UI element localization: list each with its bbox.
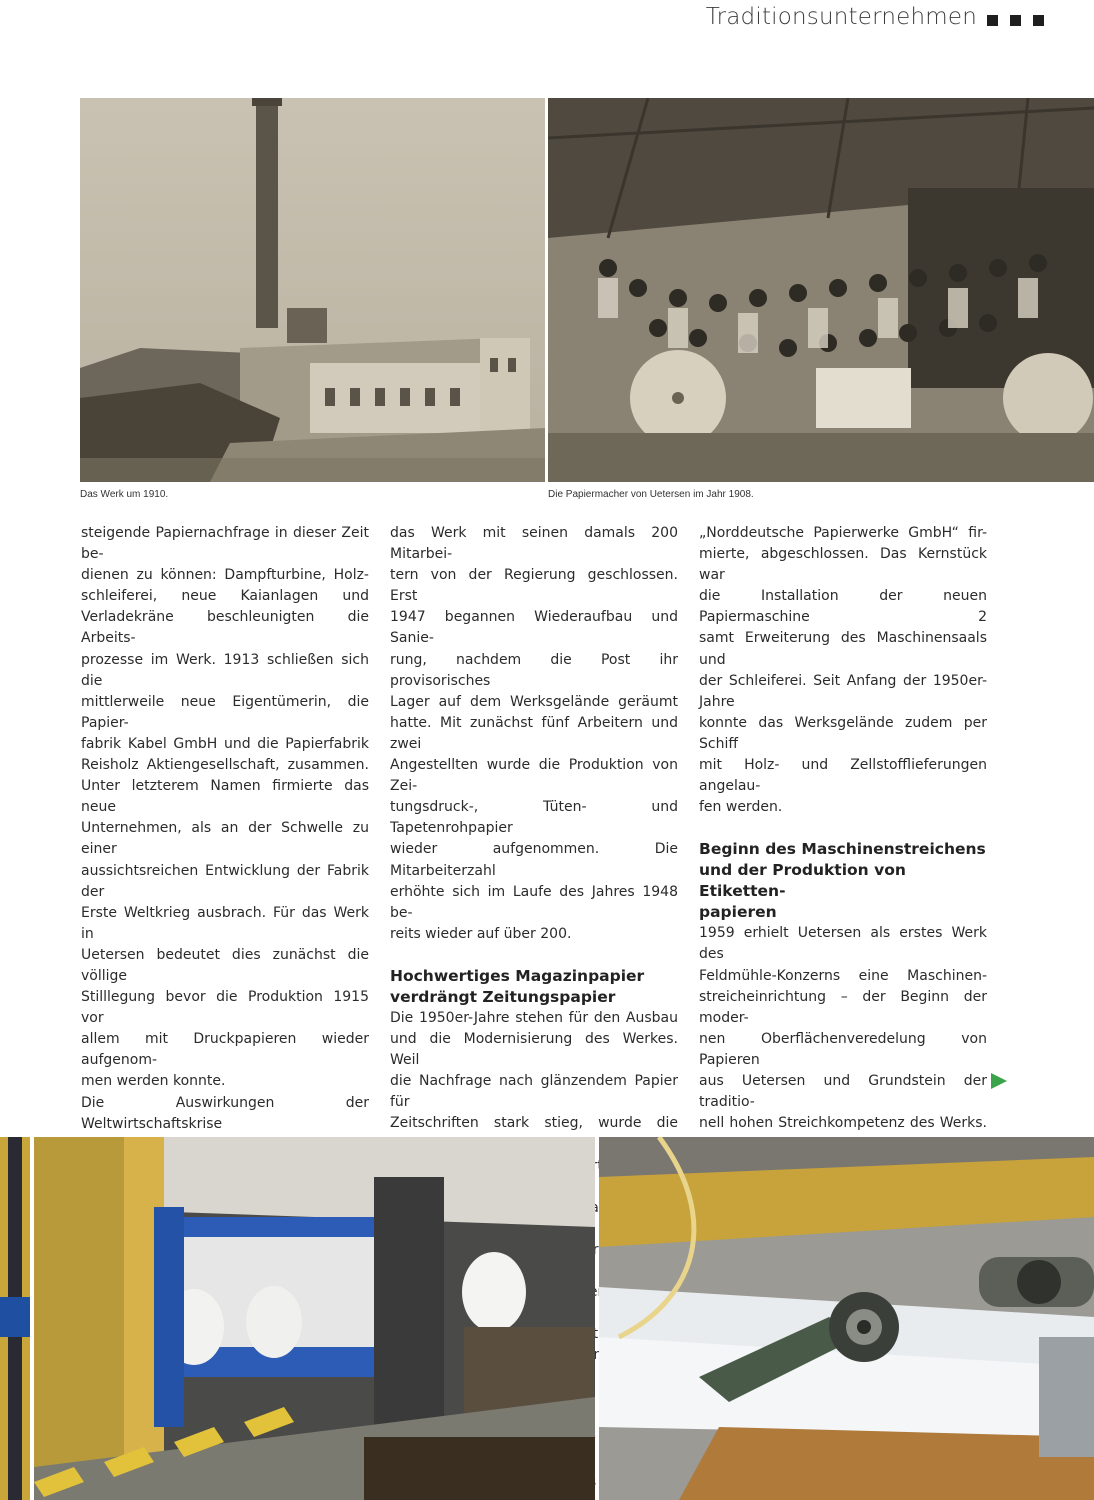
section-heading: verdrängt Zeitungspapier — [390, 987, 616, 1006]
text-line: die Installation der neuen Papiermaschine 2 — [699, 588, 987, 626]
text-line: schleiferei, neue Kaianlagen und — [81, 588, 369, 605]
text-line: Zeitschriften stark stieg, wurde die — [390, 1115, 678, 1132]
text-line: Unternehmen, als an der Schwelle zu einer — [81, 820, 369, 858]
section-heading: papieren — [699, 903, 777, 922]
section-heading: Hochwertiges Magazinpapier — [390, 966, 645, 985]
text-line: Unter letzterem Namen firmierte das neue — [81, 778, 369, 816]
text-line: 1947 begannen Wiederaufbau und Sanie- — [390, 609, 678, 647]
caption-photo-1: Das Werk um 1910. — [80, 489, 169, 500]
text-line: mittlerweile neue Eigentümerin, die Papier- — [81, 693, 369, 731]
photo-paper-machine-hall — [34, 1137, 595, 1500]
text-line: rung, nachdem die Post ihr provisorisches — [390, 651, 678, 689]
text-line: Erste Weltkrieg ausbrach. Für das Werk in — [81, 904, 369, 942]
header-squares — [987, 15, 1044, 26]
text-line: 1959 erhielt Uetersen als erstes Werk des — [699, 925, 987, 963]
section-heading: Beginn des Maschinenstreichens — [699, 840, 986, 859]
text-line: erhöhte sich im Laufe des Jahres 1948 be- — [390, 883, 678, 921]
text-line: konnte das Werksgelände zudem per Schiff — [699, 714, 987, 752]
text-line: nen Oberflächenveredelung von Papieren — [699, 1030, 987, 1068]
photo-edge-machine — [0, 1137, 30, 1500]
text-line: prozesse im Werk. 1913 schließen sich die — [81, 651, 369, 689]
text-line: tungsdruck-, Tüten- und Tapetenrohpapier — [390, 799, 678, 837]
text-line: fabrik Kabel GmbH und die Papierfabrik — [81, 735, 369, 752]
text-line: men werden konnte. — [81, 1073, 226, 1090]
text-line: Uetersen bedeutet dies zunächst die völlige — [81, 946, 369, 984]
arrow-right-icon — [991, 1073, 1007, 1089]
photo-factory-1910 — [80, 98, 545, 482]
text-line: streicheinrichtung – der Beginn der moder- — [699, 988, 987, 1026]
text-line: Die 1950er-Jahre stehen für den Ausbau — [390, 1009, 678, 1026]
text-line: das Werk mit seinen damals 200 Mitarbei- — [390, 525, 678, 563]
text-line: tern von der Regierung geschlossen. Erst — [390, 567, 678, 605]
text-line: Lager auf dem Werksgelände geräumt — [390, 693, 678, 710]
square-icon — [1033, 15, 1044, 26]
caption-photo-2: Die Papiermacher von Uetersen im Jahr 1908. — [548, 489, 754, 500]
square-icon — [1010, 15, 1021, 26]
photo-papermakers-1908 — [548, 98, 1094, 482]
text-line: fen werden. — [699, 799, 783, 816]
text-line: nell hohen Streichkompetenz des Werks. — [699, 1115, 987, 1132]
text-line: aussichtsreichen Entwicklung der Fabrik der — [81, 862, 369, 900]
text-line: dienen zu können: Dampfturbine, Holz- — [81, 567, 369, 584]
text-line: „Norddeutsche Papierwerke GmbH“ fir- — [699, 525, 987, 541]
text-line: Feldmühle-Konzerns eine Maschinen- — [699, 967, 987, 984]
text-line: Die Auswirkungen der Weltwirtschaftskrise — [81, 1094, 369, 1132]
text-line: hatte. Mit zunächst fünf Arbeitern und zwei — [390, 714, 678, 752]
text-line: allem mit Druckpapieren wieder aufgenom- — [81, 1031, 369, 1069]
page-header — [706, 4, 1044, 30]
text-line: Angestellten wurde die Produktion von Zei- — [390, 757, 678, 795]
text-line: die Nachfrage nach glänzendem Papier für — [390, 1073, 678, 1111]
text-line: aus Uetersen und Grundstein der traditio- — [699, 1072, 987, 1111]
text-line: mierte, abgeschlossen. Das Kernstück war — [699, 546, 987, 584]
text-line: und die Modernisierung des Werkes. Weil — [390, 1030, 678, 1069]
text-line: Stilllegung bevor die Produktion 1915 vor — [81, 989, 369, 1027]
text-line: Reisholz Aktiengesellschaft, zusammen. — [81, 757, 369, 774]
text-line: Verladekräne beschleunigten die Arbeits- — [81, 609, 369, 647]
text-line: reits wieder auf über 200. — [390, 925, 572, 942]
text-line: samt Erweiterung des Maschinensaals und — [699, 630, 987, 668]
text-line: mit Holz- und Zellstofflieferungen angelau- — [699, 757, 987, 795]
photo-coating-closeup — [599, 1137, 1094, 1500]
text-line: steigende Papiernachfrage in dieser Zeit be- — [81, 525, 369, 563]
square-icon — [987, 15, 998, 26]
text-line: wieder aufgenommen. Die Mitarbeiterzahl — [390, 841, 678, 879]
text-line: der Schleiferei. Seit Anfang der 1950er-Jahre — [699, 672, 987, 710]
section-title: Traditionsunternehmen — [705, 4, 977, 30]
section-heading: und der Produktion von Etiketten- — [699, 861, 906, 901]
